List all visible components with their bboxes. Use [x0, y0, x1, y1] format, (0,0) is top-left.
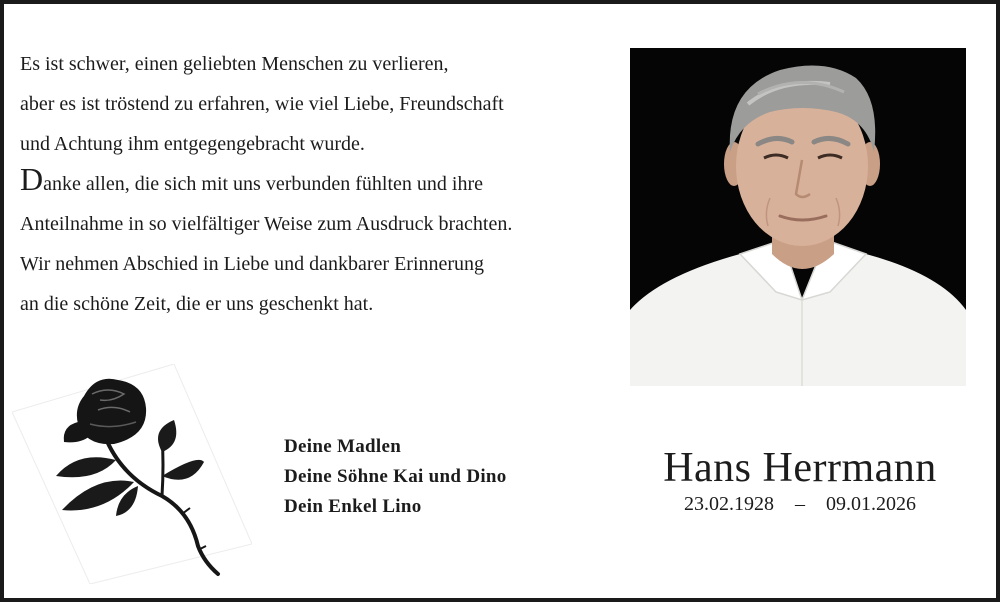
death-date: 09.01.2026 [826, 493, 916, 515]
birth-date: 23.02.1928 [684, 493, 774, 515]
farewell-line-1: Wir nehmen Abschied in Liebe und dankbarer Erinnerung [20, 253, 485, 275]
deceased-name: Hans Herrmann [663, 445, 937, 491]
thanks-initial: D [20, 161, 44, 197]
verse-line-3: und Achtung ihm entgegengebracht wurde. [20, 133, 365, 155]
family-line-grandson: Dein Enkel Lino [284, 496, 422, 517]
farewell-line-2: an die schöne Zeit, die er uns geschenkt hat. [20, 293, 374, 315]
portrait-photo [630, 48, 966, 386]
life-dates [632, 490, 968, 518]
thanks-text: anke allen, die sich mit uns verbunden fühlten und ihre [43, 173, 483, 195]
thanks-line-1 [20, 161, 620, 204]
verse-line-1: Es ist schwer, einen geliebten Menschen zu verlieren, [20, 53, 449, 75]
portrait-illustration [630, 48, 966, 386]
thanks-line-2: Anteilnahme in so vielfältiger Weise zum Ausdruck brachten. [20, 213, 513, 235]
family-line-sons: Deine Söhne Kai und Dino [284, 466, 507, 487]
rose-icon [12, 364, 252, 584]
condolence-verse [20, 44, 620, 324]
verse-line-2: aber es ist tröstend zu erfahren, wie viel Liebe, Freundschaft [20, 93, 504, 115]
family-signatures [284, 432, 507, 522]
date-separator: – [795, 493, 805, 515]
family-line-partner: Deine Madlen [284, 436, 402, 457]
